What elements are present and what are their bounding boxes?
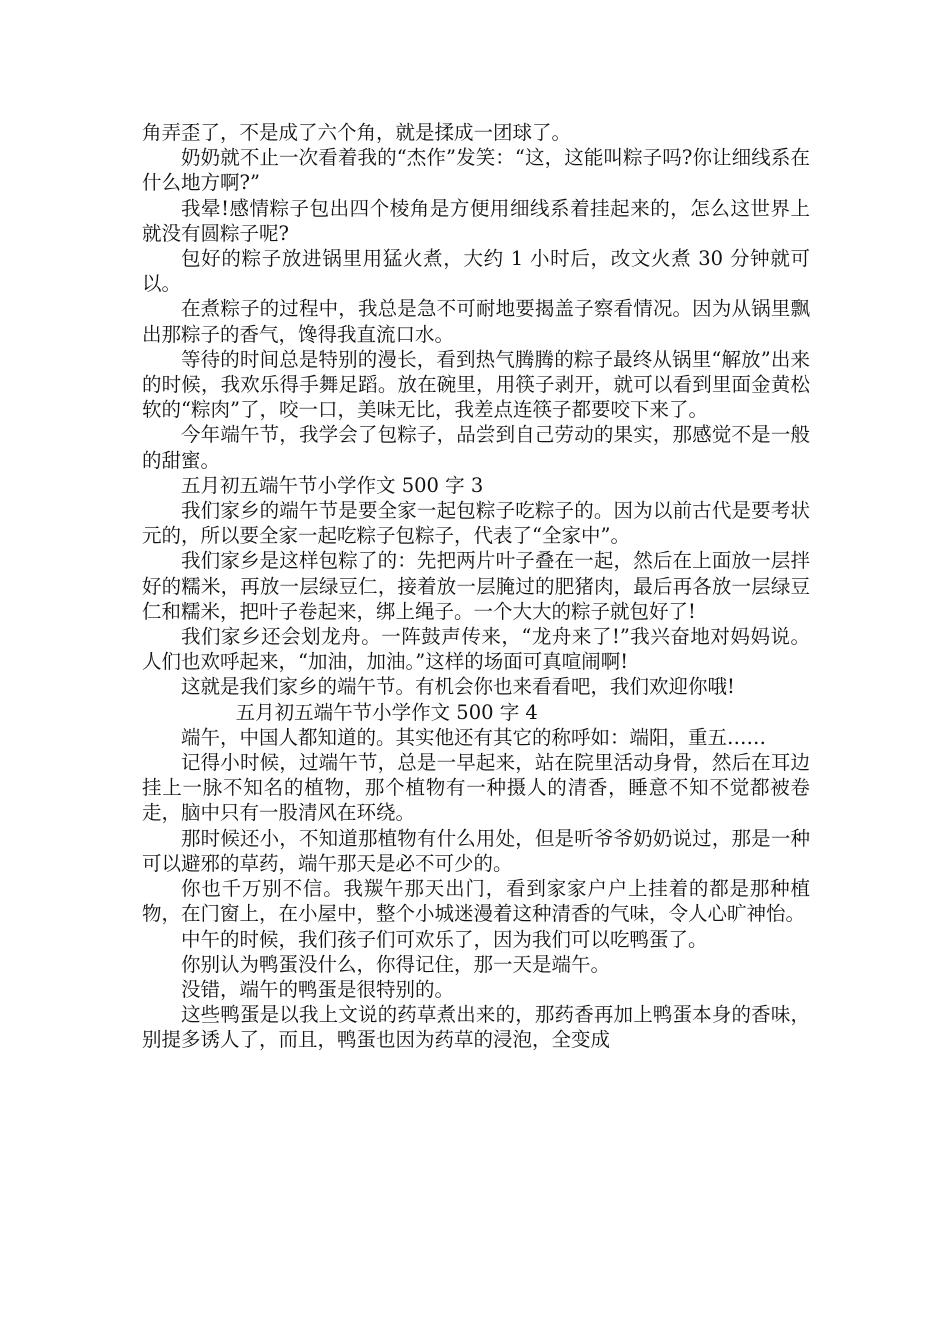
paragraph-12: 这就是我们家乡的端午节。有机会你也来看看吧，我们欢迎你哦!: [181, 675, 735, 699]
paragraph-10: 我们家乡是这样包粽了的：先把两片叶子叠在一起，然后在上面放一层拌好的糯米，再放一层绿豆仁，接着放一层腌过的肥猪肉，最后再各放一层绿豆仁和糯米，把叶子卷起来，绑上绳子。一个大大的粽子就包好了!: [142, 549, 810, 623]
paragraph-7: 今年端午节，我学会了包粽子，品尝到自己劳动的果实，那感觉不是一般的甜蜜。: [142, 423, 810, 472]
paragraph-6: 等待的时间总是特别的漫长，看到热气腾腾的粽子最终从锅里“解放”出来的时候，我欢乐得手舞足蹈。放在碗里，用筷子剥开，就可以看到里面金黄松软的“粽肉”了，咬一口，美味无比，我差点连筷子都要咬下来了。: [142, 347, 810, 422]
paragraph-3: 我晕!感情粽子包出四个棱角是方便用细线系着挂起来的，怎么这世界上就没有圆粽子呢?: [142, 196, 810, 245]
section-heading-3: 五月初五端午节小学作文 500 字 3: [181, 473, 484, 497]
paragraph-16: 那时候还小，不知道那植物有什么用处，但是听爷爷奶奶说过，那是一种可以避邪的草药，端午那天是必不可少的。: [142, 826, 810, 875]
paragraph-20: 没错，端午的鸭蛋是很特别的。: [181, 977, 455, 1001]
paragraph-5: 在煮粽子的过程中，我总是急不可耐地要揭盖子察看情况。因为从锅里飘出那粽子的香气，馋得我直流口水。: [142, 297, 810, 346]
paragraph-1: 角弄歪了，不是成了六个角，就是揉成一团球了。: [142, 121, 572, 144]
paragraph-11: 我们家乡还会划龙舟。一阵鼓声传来，“龙舟来了!”我兴奋地对妈妈说。人们也欢呼起来，“加油，加油。”这样的场面可真喧闹啊!: [142, 625, 810, 674]
paragraph-17: 你也千万别不信。我羰午那天出门，看到家家户户上挂着的都是那种植物，在门窗上，在小屋中，整个小城迷漫着这种清香的气味，令人心旷神怡。: [142, 877, 810, 926]
section-heading-4: 五月初五端午节小学作文 500 字 4: [235, 700, 538, 724]
paragraph-18: 中午的时候，我们孩子们可欢乐了，因为我们可以吃鸭蛋了。: [181, 927, 708, 951]
paragraph-9: 我们家乡的端午节是要全家一起包粽子吃粽子的。因为以前古代是要考状元的，所以要全家一起吃粽子包粽子，代表了“全家中”。: [142, 499, 810, 548]
essay-body: [142, 120, 810, 1053]
paragraph-19: 你别认为鸭蛋没什么，你得记住，那一天是端午。: [181, 952, 611, 976]
paragraph-2: 奶奶就不止一次看着我的“杰作”发笑：“这，这能叫粽子吗?你让细线系在什么地方啊?”: [142, 146, 810, 195]
paragraph-14: 端午，中国人都知道的。其实他还有其它的称呼如：端阳，重五……: [181, 725, 767, 749]
paragraph-21: 这些鸭蛋是以我上文说的药草煮出来的，那药香再加上鸭蛋本身的香味，别提多诱人了，而且，鸭蛋也因为药草的浸泡，全变成: [142, 1003, 810, 1052]
paragraph-4: 包好的粽子放进锅里用猛火煮，大约 1 小时后，改文火煮 30 分钟就可以。: [142, 247, 810, 296]
paragraph-15: 记得小时候，过端午节，总是一早起来，站在院里活动身骨，然后在耳边挂上一脉不知名的植物，那个植物有一种摄人的清香，睡意不知不觉都被卷走，脑中只有一股清风在环绕。: [142, 751, 810, 825]
